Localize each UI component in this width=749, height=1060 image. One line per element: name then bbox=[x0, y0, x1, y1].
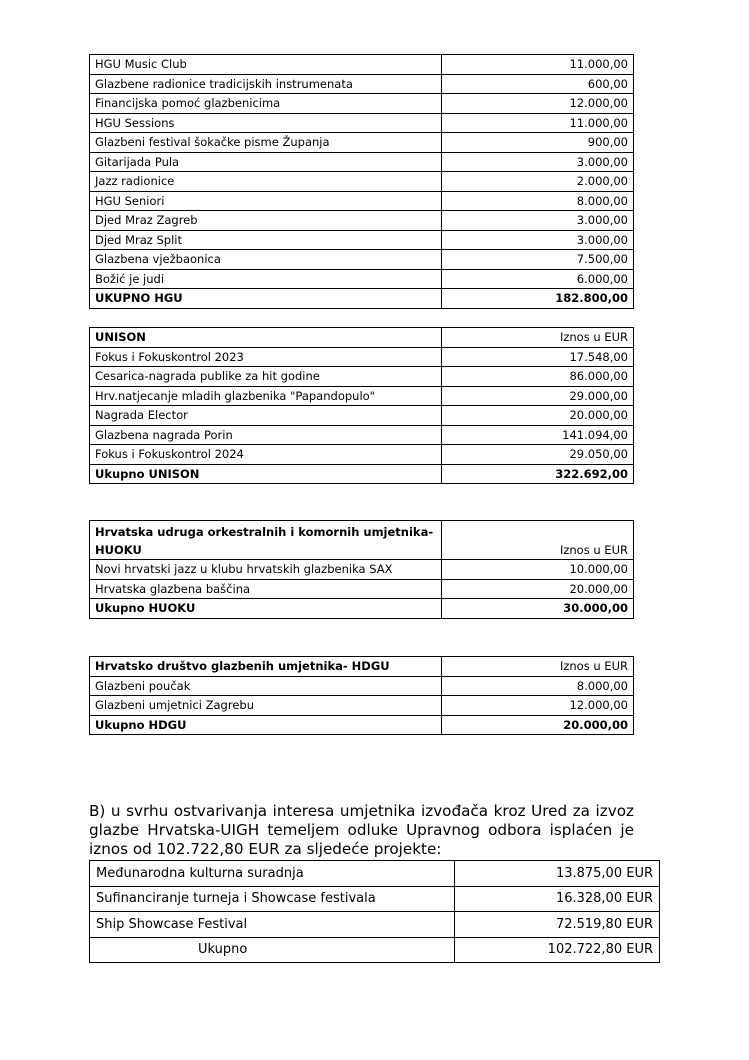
row-amount: 12.000,00 bbox=[442, 94, 634, 114]
row-amount: 6.000,00 bbox=[442, 269, 634, 289]
row-label: Djed Mraz Split bbox=[90, 230, 442, 250]
row-amount: 20.000,00 bbox=[442, 406, 634, 426]
table-header-row bbox=[90, 328, 634, 348]
row-amount: 3.000,00 bbox=[442, 152, 634, 172]
column-header: Iznos u EUR bbox=[442, 328, 634, 348]
row-amount: 11.000,00 bbox=[442, 55, 634, 75]
row-label: Financijska pomoć glazbenicima bbox=[90, 94, 442, 114]
table-title: Hrvatsko društvo glazbenih umjetnika- HDGU bbox=[90, 657, 442, 677]
paragraph-b: B) u svrhu ostvarivanja interesa umjetnika izvođača kroz Ured za izvoz glazbe Hrvatska-UIGH temeljem odluke Upravnog odbora isplaćen je iznos od 102.722,80 EUR za sljedeće projekte: bbox=[89, 802, 634, 859]
row-label: Gitarijada Pula bbox=[90, 152, 442, 172]
huoku-table bbox=[89, 520, 634, 619]
total-amount: 322.692,00 bbox=[442, 464, 634, 484]
row-amount: 29.050,00 bbox=[442, 445, 634, 465]
table-title: UNISON bbox=[90, 328, 442, 348]
table-row bbox=[90, 912, 660, 938]
row-label: Fokus i Fokuskontrol 2023 bbox=[90, 347, 442, 367]
row-label: Cesarica-nagrada publike za hit godine bbox=[90, 367, 442, 387]
row-label: Glazbeni festival šokačke pisme Županja bbox=[90, 133, 442, 153]
row-label: Novi hrvatski jazz u klubu hrvatskih glazbenika SAX bbox=[90, 560, 442, 580]
total-label: Ukupno HDGU bbox=[90, 715, 442, 735]
table-row bbox=[90, 55, 634, 75]
unison-table bbox=[89, 327, 634, 484]
row-amount: 20.000,00 bbox=[442, 579, 634, 599]
row-amount: 8.000,00 bbox=[442, 676, 634, 696]
export-office-table bbox=[89, 860, 660, 963]
table-row bbox=[90, 886, 660, 912]
total-amount: 102.722,80 EUR bbox=[455, 937, 660, 963]
row-amount: 3.000,00 bbox=[442, 211, 634, 231]
table-row bbox=[90, 94, 634, 114]
table-row bbox=[90, 445, 634, 465]
row-label: Jazz radionice bbox=[90, 172, 442, 192]
row-amount: 7.500,00 bbox=[442, 250, 634, 270]
row-amount: 10.000,00 bbox=[442, 560, 634, 580]
table-row bbox=[90, 406, 634, 426]
row-label: Glazbena nagrada Porin bbox=[90, 425, 442, 445]
column-header: Iznos u EUR bbox=[442, 657, 634, 677]
row-label: Sufinanciranje turneja i Showcase festivala bbox=[90, 886, 455, 912]
table-row bbox=[90, 211, 634, 231]
row-label: HGU Music Club bbox=[90, 55, 442, 75]
row-amount: 72.519,80 EUR bbox=[455, 912, 660, 938]
total-row bbox=[90, 937, 660, 963]
table-row bbox=[90, 861, 660, 887]
total-label: UKUPNO HGU bbox=[90, 289, 442, 309]
row-amount: 13.875,00 EUR bbox=[455, 861, 660, 887]
total-row bbox=[90, 715, 634, 735]
row-amount: 600,00 bbox=[442, 74, 634, 94]
table-row bbox=[90, 269, 634, 289]
table-row bbox=[90, 133, 634, 153]
table-row bbox=[90, 367, 634, 387]
total-amount: 182.800,00 bbox=[442, 289, 634, 309]
total-row bbox=[90, 599, 634, 619]
row-amount: 3.000,00 bbox=[442, 230, 634, 250]
total-label: Ukupno HUOKU bbox=[90, 599, 442, 619]
row-label: Nagrada Elector bbox=[90, 406, 442, 426]
row-amount: 11.000,00 bbox=[442, 113, 634, 133]
row-amount: 2.000,00 bbox=[442, 172, 634, 192]
total-amount: 30.000,00 bbox=[442, 599, 634, 619]
row-label: Hrvatska glazbena baščina bbox=[90, 579, 442, 599]
row-label: Glazbene radionice tradicijskih instrumenata bbox=[90, 74, 442, 94]
table-row bbox=[90, 230, 634, 250]
total-label: Ukupno bbox=[90, 937, 455, 963]
table-row bbox=[90, 579, 634, 599]
table-row bbox=[90, 560, 634, 580]
row-label: Međunarodna kulturna suradnja bbox=[90, 861, 455, 887]
row-label: Ship Showcase Festival bbox=[90, 912, 455, 938]
table-row bbox=[90, 250, 634, 270]
row-label: HGU Sessions bbox=[90, 113, 442, 133]
hdgu-table bbox=[89, 656, 634, 735]
total-row bbox=[90, 289, 634, 309]
row-label: Djed Mraz Zagreb bbox=[90, 211, 442, 231]
table-row bbox=[90, 696, 634, 716]
row-label: Hrv.natjecanje mladih glazbenika "Papandopulo" bbox=[90, 386, 442, 406]
table-row bbox=[90, 425, 634, 445]
column-header: Iznos u EUR bbox=[442, 521, 634, 560]
row-amount: 17.548,00 bbox=[442, 347, 634, 367]
row-label: Božić je judi bbox=[90, 269, 442, 289]
row-label: Glazbena vježbaonica bbox=[90, 250, 442, 270]
total-row bbox=[90, 464, 634, 484]
row-amount: 86.000,00 bbox=[442, 367, 634, 387]
row-label: HGU Seniori bbox=[90, 191, 442, 211]
row-amount: 8.000,00 bbox=[442, 191, 634, 211]
table-row bbox=[90, 152, 634, 172]
row-amount: 900,00 bbox=[442, 133, 634, 153]
hgu-table bbox=[89, 54, 634, 309]
row-label: Fokus i Fokuskontrol 2024 bbox=[90, 445, 442, 465]
table-header-row bbox=[90, 521, 634, 560]
table-row bbox=[90, 191, 634, 211]
row-amount: 12.000,00 bbox=[442, 696, 634, 716]
total-amount: 20.000,00 bbox=[442, 715, 634, 735]
table-header-row bbox=[90, 657, 634, 677]
table-row bbox=[90, 676, 634, 696]
table-row bbox=[90, 172, 634, 192]
table-title: Hrvatska udruga orkestralnih i komornih umjetnika-HUOKU bbox=[90, 521, 442, 560]
table-row bbox=[90, 113, 634, 133]
table-row bbox=[90, 74, 634, 94]
row-label: Glazbeni umjetnici Zagrebu bbox=[90, 696, 442, 716]
row-amount: 29.000,00 bbox=[442, 386, 634, 406]
row-amount: 141.094,00 bbox=[442, 425, 634, 445]
row-amount: 16.328,00 EUR bbox=[455, 886, 660, 912]
table-row bbox=[90, 347, 634, 367]
row-label: Glazbeni poučak bbox=[90, 676, 442, 696]
total-label: Ukupno UNISON bbox=[90, 464, 442, 484]
table-row bbox=[90, 386, 634, 406]
